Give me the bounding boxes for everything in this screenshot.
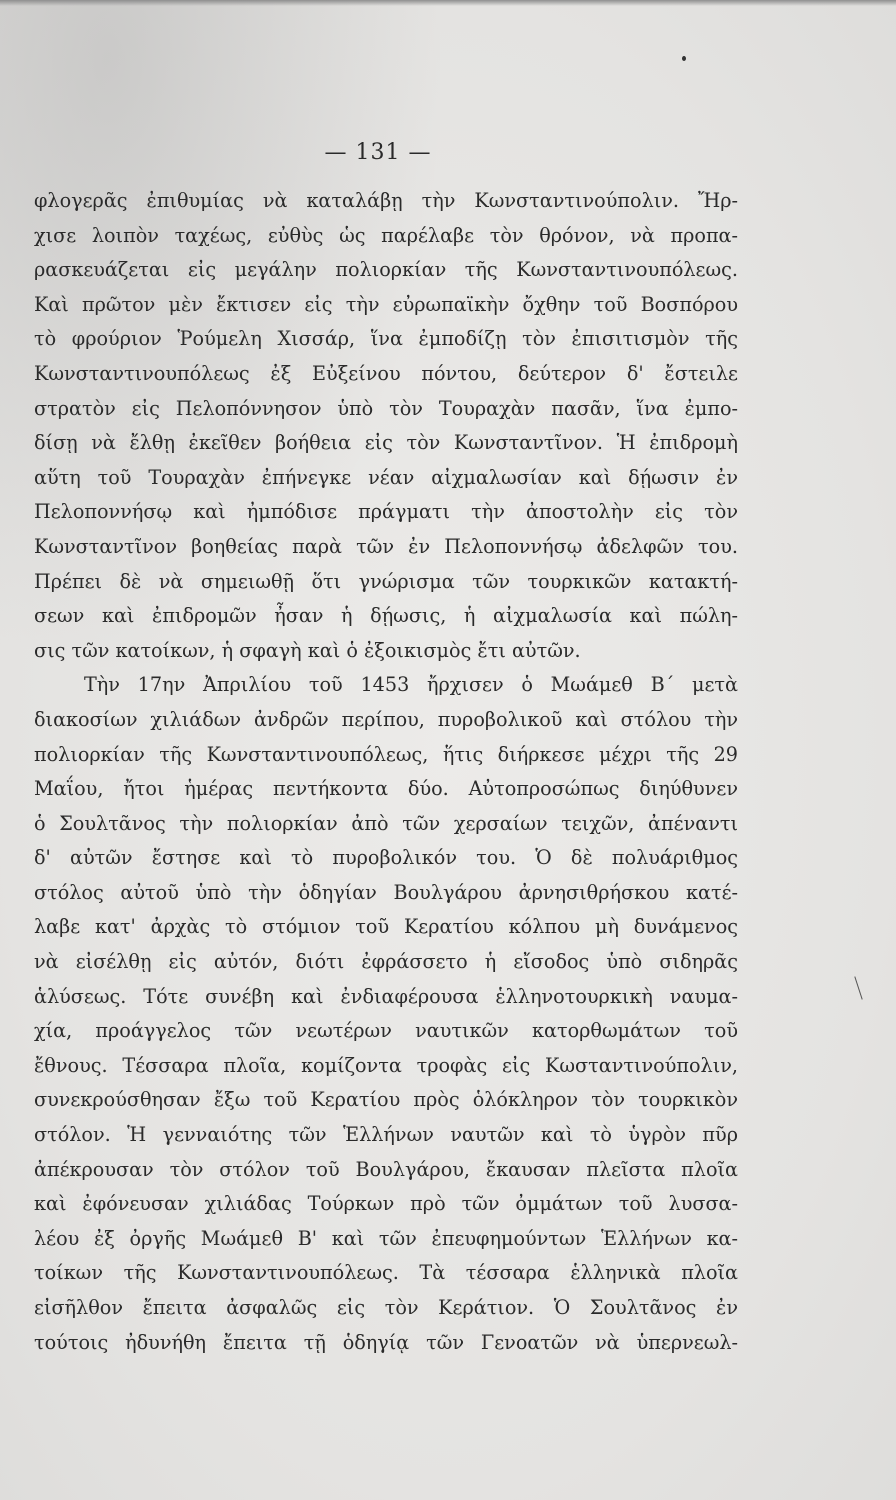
text-line: Πρέπει δὲ νὰ σημειωθῇ ὅτι γνώρισμα τῶν τουρκικῶν κατακτή- [34,569,738,593]
text-line: Μαΐου, ἤτοι ἡμέρας πεντήκοντα δύο. Αὐτοπροσώπως διηύθυνεν [34,777,738,801]
text-line: καὶ ἐφόνευσαν χιλιάδας Τούρκων πρὸ τῶν ὀμμάτων τοῦ λυσσα- [34,1192,738,1216]
text-line: στρατὸν εἰς Πελοπόννησον ὑπὸ τὸν Τουραχὰν πασᾶν, ἵνα ἐμπο- [34,396,738,420]
text-line: ρασκευάζεται εἰς μεγάλην πολιορκίαν τῆς Κωνσταντινουπόλεως. [34,258,738,282]
text-line: λαβε κατ' ἀρχὰς τὸ στόμιον τοῦ Κερατίου κόλπου μὴ δυνάμενος [34,915,738,939]
page-top-edge-shadow [0,0,896,6]
text-line: πολιορκίαν τῆς Κωνσταντινουπόλεως, ἥτις διήρκεσε μέχρι τῆς 29 [34,742,738,766]
text-line: ἀπέκρουσαν τὸν στόλον τοῦ Βουλγάρου, ἔκαυσαν πλεῖστα πλοῖα [34,1157,738,1181]
text-line: ἔθνους. Τέσσαρα πλοῖα, κομίζοντα τροφὰς εἰς Κωσταντινούπολιν, [34,1053,738,1077]
text-line: τούτοις ἠδυνήθη ἔπειτα τῇ ὁδηγίᾳ τῶν Γενοατῶν νὰ ὑπερνεωλ- [34,1330,738,1354]
text-line: στόλος αὐτοῦ ὑπὸ τὴν ὁδηγίαν Βουλγάρου ἀρνησιθρήσκου κατέ- [34,880,738,904]
text-line: εἰσῆλθον ἔπειτα ἀσφαλῶς εἰς τὸν Κεράτιον. Ὁ Σουλτᾶνος ἐν [34,1296,738,1319]
text-line: φλογερᾶς ἐπιθυμίας νὰ καταλάβῃ τὴν Κωνσταντινούπολιν. Ἤρ- [34,189,738,212]
text-line: Κωνσταντινουπόλεως ἐξ Εὐξείνου πόντου, δεύτερον δ' ἔστειλε [34,361,738,385]
text-line: σεων καὶ ἐπιδρομῶν ἦσαν ἡ δῄωσις, ἡ αἰχμαλωσία καὶ πώλη- [34,604,738,628]
text-line: Κωνσταντῖνον βοηθείας παρὰ τῶν ἐν Πελοποννήσῳ ἀδελφῶν του. [34,534,738,558]
paper-scratch [854,976,862,999]
text-line: λέου ἐξ ὀργῆς Μωάμεθ Β' καὶ τῶν ἐπευφημούντων Ἑλλήνων κα- [34,1226,738,1250]
page-number: — 131 — [324,140,432,165]
text-line: χία, πρoάγγελος τῶν νεωτέρων ναυτικῶν κατορθωμάτων τοῦ [34,1019,738,1043]
text-line: Τὴν 17ην Ἀπριλίου τοῦ 1453 ἤρχισεν ὁ Μωάμεθ Β΄ μετὰ [84,673,738,697]
text-line: Πελοποννήσῳ καὶ ἠμπόδισε πράγματι τὴν ἀποστολὴν εἰς τὸν [34,500,738,524]
text-line: ἁλύσεως. Τότε συνέβη καὶ ἐνδιαφέρουσα ἑλληνοτουρκικὴ ναυμα- [34,984,738,1008]
text-line: Καὶ πρῶτον μὲν ἔκτισεν εἰς τὴν εὐρωπαϊκὴν ὄχθην τοῦ Βοσπόρου [34,292,738,316]
text-line: διακοσίων χιλιάδων ἀνδρῶν περίπου, πυροβολικοῦ καὶ στόλου τὴν [34,707,738,731]
ink-speck [682,56,686,61]
text-line: ὁ Σουλτᾶνος τὴν πολιορκίαν ἀπὸ τῶν χερσαίων τειχῶν, ἀπέναντι [34,811,738,835]
text-line: τὸ φρούριον Ῥούμελη Χισσάρ, ἵνα ἐμποδίζῃ τὸν ἐπισιτισμὸν τῆς [34,327,738,351]
text-line: χισε λοιπὸν ταχέως, εὐθὺς ὡς παρέλαβε τὸν θρόνον, νὰ προπα- [34,223,738,247]
body-text [34,184,738,1360]
text-line: δ' αὐτῶν ἔστησε καὶ τὸ πυροβολικόν του. Ὁ δὲ πολυάριθμος [34,846,738,870]
text-line: στόλον. Ἡ γενναιότης τῶν Ἑλλήνων ναυτῶν καὶ τὸ ὑγρὸν πῦρ [34,1123,738,1147]
text-line: συνεκρούσθησαν ἔξω τοῦ Κερατίου πρὸς ὁλόκληρον τὸν τουρκικὸν [34,1088,738,1112]
text-line: τοίκων τῆς Κωνσταντινουπόλεως. Τὰ τέσσαρα ἑλληνικὰ πλοῖα [34,1261,738,1285]
text-line: σις τῶν κατοίκων, ἡ σφαγὴ καὶ ὁ ἐξοικισμὸς ἔτι αὐτῶν. [34,638,581,662]
text-line: νὰ εἰσέλθῃ εἰς αὐτόν, διότι ἐφράσσετο ἡ εἴσοδος ὑπὸ σιδηρᾶς [34,950,738,974]
text-line: αὕτη τοῦ Τουραχὰν ἐπήνεγκε νέαν αἰχμαλωσίαν καὶ δῄωσιν ἐν [34,465,738,489]
text-line: δίσῃ νὰ ἔλθῃ ἐκεῖθεν βοήθεια εἰς τὸν Κωνσταντῖνον. Ἡ ἐπιδρομὴ [34,431,738,455]
